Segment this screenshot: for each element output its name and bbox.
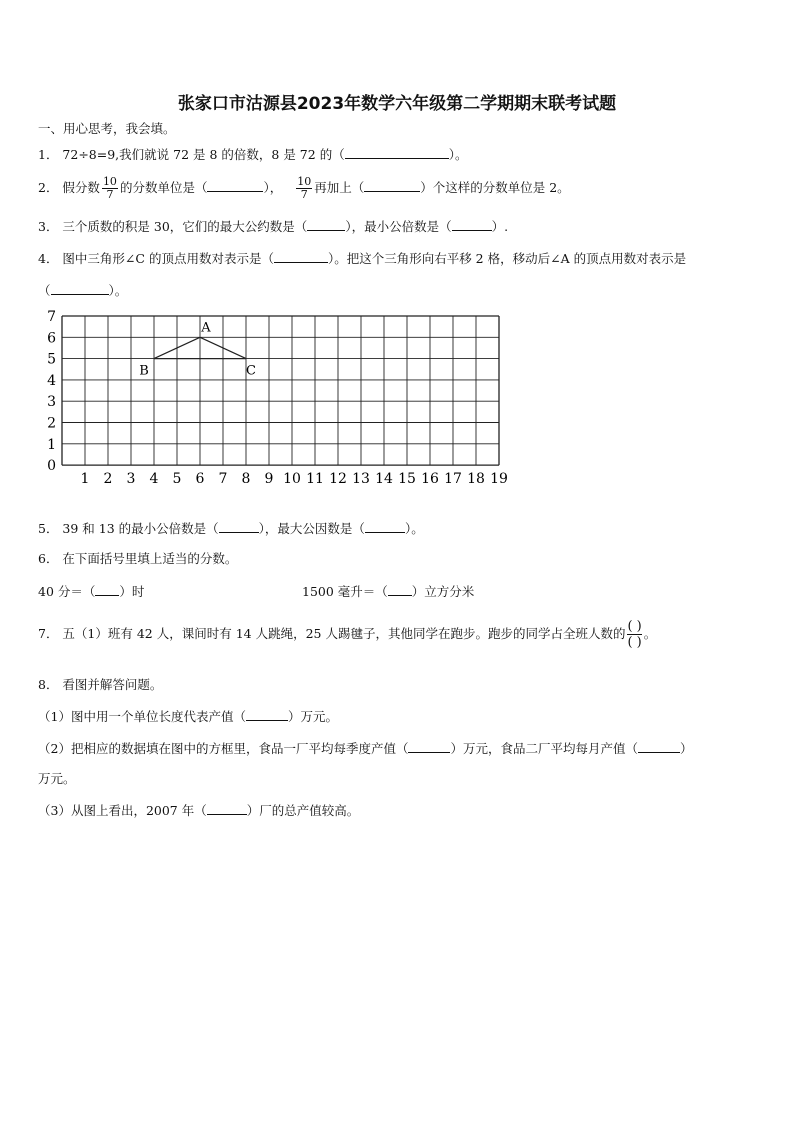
- question-7-text: 7． 五（1）班有 42 人，课间时有 14 人跳绳，25 人踢毽子，其他同学在跑步。跑步的同学占全班人数的: [38, 626, 626, 641]
- question-8-heading: 8． 看图并解答问题。: [38, 677, 163, 692]
- fraction-denominator: 7: [106, 188, 114, 201]
- x-tick-label: 12: [329, 471, 347, 488]
- answer-blank[interactable]: [345, 146, 449, 159]
- question-1: [38, 146, 467, 163]
- question-6-text: 1500 毫升＝（: [302, 584, 388, 599]
- question-8-text: （2）把相应的数据填在图中的方框里，食品一厂平均每季度产值（: [38, 741, 409, 756]
- page-title: 张家口市沽源县2023年数学六年级第二学期期末联考试题: [177, 94, 617, 114]
- coordinate-grid: [30, 306, 510, 498]
- x-tick-label: 6: [195, 471, 205, 488]
- question-8-text: ）万元，食品二厂平均每月产值（: [450, 741, 638, 756]
- question-8-text: ）万元。: [287, 709, 338, 724]
- x-tick-label: 15: [398, 471, 416, 488]
- x-tick-label: 2: [103, 471, 113, 488]
- x-tick-label: 4: [149, 471, 159, 488]
- question-3-text: ）.: [491, 219, 509, 234]
- x-tick-label: 14: [375, 471, 393, 488]
- vertex-label-c: C: [246, 363, 256, 379]
- question-4-text: ）。: [108, 283, 128, 298]
- question-4-text: 4． 图中三角形∠C 的顶点用数对表示是（: [38, 251, 274, 266]
- x-tick-label: 5: [172, 471, 182, 488]
- answer-blank[interactable]: [307, 218, 345, 231]
- question-7-text: 。: [643, 626, 657, 641]
- answer-blank[interactable]: [452, 218, 492, 231]
- question-8-part-2-cont: 万元。: [38, 771, 76, 786]
- answer-blank[interactable]: [638, 740, 680, 753]
- fraction-denominator: 7: [300, 188, 308, 201]
- fraction: [296, 176, 312, 201]
- question-6-left: [38, 583, 144, 600]
- answer-blank[interactable]: [95, 583, 119, 596]
- question-5-text: ）。: [404, 521, 424, 536]
- vertex-label-b: B: [139, 363, 149, 379]
- answer-blank[interactable]: [274, 250, 328, 263]
- vertex-label-a: A: [201, 320, 211, 336]
- y-tick-label: 5: [47, 351, 56, 368]
- question-4-cont: [38, 282, 127, 299]
- question-1-end: ）。: [448, 147, 468, 162]
- y-tick-label: 7: [47, 309, 56, 325]
- x-tick-label: 18: [467, 471, 485, 488]
- answer-blank[interactable]: [364, 179, 420, 192]
- answer-blank[interactable]: [365, 520, 405, 533]
- question-2-text: 再加上（: [314, 180, 365, 195]
- y-tick-label: 3: [47, 394, 56, 411]
- question-2: [38, 174, 570, 202]
- question-6-heading: 6． 在下面括号里填上适当的分数。: [38, 551, 238, 566]
- fraction-denominator: ( ): [627, 635, 642, 650]
- fraction: [102, 176, 118, 201]
- y-tick-label: 1: [47, 436, 56, 453]
- y-tick-label: 0: [47, 458, 56, 475]
- question-3: [38, 218, 508, 235]
- question-6-text: 40 分＝（: [38, 584, 96, 599]
- question-8-part-3: [38, 802, 359, 819]
- x-tick-label: 10: [283, 471, 301, 488]
- y-tick-label: 2: [47, 415, 56, 432]
- question-4: [38, 250, 686, 267]
- question-5: [38, 520, 424, 537]
- x-tick-label: 7: [218, 471, 228, 488]
- question-8-text: （1）图中用一个单位长度代表产值（: [38, 709, 246, 724]
- question-2-text: 的分数单位是（: [119, 180, 208, 195]
- x-tick-label: 9: [264, 471, 274, 488]
- fraction-blank[interactable]: [627, 619, 641, 650]
- answer-blank[interactable]: [246, 708, 288, 721]
- question-8-text: ）厂的总产值较高。: [246, 803, 360, 818]
- answer-blank[interactable]: [219, 520, 259, 533]
- question-4-text: ）。把这个三角形向右平移 2 格，移动后∠A 的顶点用数对表示是: [327, 251, 687, 266]
- fraction-numerator: 10: [297, 175, 312, 188]
- question-5-text: ），最大公因数是（: [258, 521, 365, 536]
- question-2-text: ），: [263, 180, 283, 195]
- question-8-part-2: [38, 740, 693, 757]
- question-2-text: 2． 假分数: [38, 180, 100, 195]
- question-4-text: （: [38, 283, 51, 298]
- answer-blank[interactable]: [408, 740, 450, 753]
- question-5-text: 5． 39 和 13 的最小公倍数是（: [38, 521, 219, 536]
- answer-blank[interactable]: [51, 282, 109, 295]
- question-8-text: ）: [679, 741, 693, 756]
- question-6-right: [302, 583, 474, 600]
- question-3-text: ），最小公倍数是（: [345, 219, 452, 234]
- answer-blank[interactable]: [207, 179, 263, 192]
- x-tick-label: 3: [126, 471, 136, 488]
- question-8-part-1: [38, 708, 338, 725]
- y-tick-label: 4: [47, 372, 56, 389]
- question-6-text: ）立方分米: [411, 584, 475, 599]
- y-tick-label: 6: [47, 330, 56, 347]
- x-tick-label: 1: [80, 471, 90, 488]
- x-tick-label: 19: [490, 471, 508, 488]
- fraction-numerator: 10: [102, 175, 117, 188]
- x-tick-label: 16: [421, 471, 439, 488]
- x-tick-label: 8: [241, 471, 251, 488]
- x-tick-label: 17: [444, 471, 462, 488]
- question-2-text: ）个这样的分数单位是 2。: [420, 180, 570, 195]
- answer-blank[interactable]: [388, 583, 412, 596]
- section-heading: 一、用心思考，我会填。: [38, 121, 176, 136]
- x-tick-label: 11: [306, 471, 324, 488]
- question-1-text: 1． 72÷8=9,我们就说 72 是 8 的倍数，8 是 72 的（: [38, 147, 345, 162]
- question-8-text: （3）从图上看出，2007 年（: [38, 803, 207, 818]
- question-3-text: 3． 三个质数的积是 30，它们的最大公约数是（: [38, 219, 308, 234]
- x-tick-label: 13: [352, 471, 370, 488]
- question-7: [38, 617, 656, 651]
- question-6-text: ）时: [119, 584, 145, 599]
- answer-blank[interactable]: [207, 802, 247, 815]
- fraction-numerator: ( ): [627, 619, 642, 634]
